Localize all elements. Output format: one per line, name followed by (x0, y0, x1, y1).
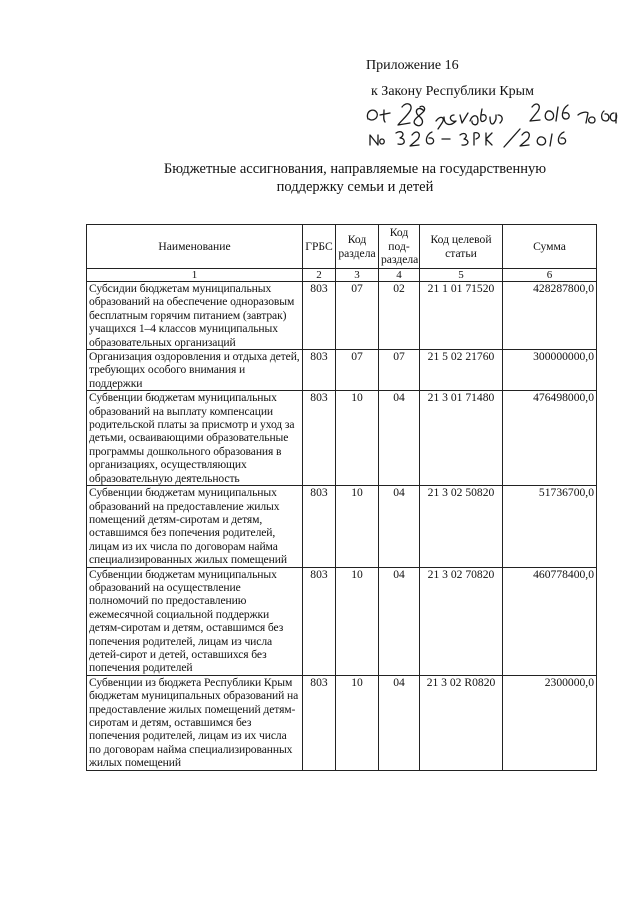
row-razdel: 07 (336, 282, 379, 350)
row-sum: 476498000,0 (503, 391, 597, 486)
row-podrazdel: 04 (379, 486, 420, 567)
row-podrazdel: 04 (379, 675, 420, 770)
row-grbs: 803 (303, 282, 336, 350)
row-razdel: 10 (336, 567, 379, 675)
header-article: Код целевой статьи (420, 225, 503, 269)
row-sum: 2300000,0 (503, 675, 597, 770)
title-line-2: поддержку семьи и детей (276, 179, 434, 195)
row-article: 21 3 02 R0820 (420, 675, 503, 770)
row-grbs: 803 (303, 391, 336, 486)
row-podrazdel: 04 (379, 567, 420, 675)
header-name: Наименование (87, 225, 303, 269)
law-reference: к Закону Республики Крым (371, 84, 534, 99)
document-title (120, 160, 590, 196)
row-name: Субсидии бюджетам муниципальных образований на обеспечение одноразовым бесплатным горячим питанием (завтрак) учащихся 1–4 классов муниципальных образовательных организаций (87, 282, 303, 350)
column-number: 1 (87, 269, 303, 282)
table-row (87, 391, 597, 486)
title-line-1: Бюджетные ассигнования, направляемые на государственную (163, 161, 547, 177)
row-grbs: 803 (303, 567, 336, 675)
header-grbs: ГРБС (303, 225, 336, 269)
row-name: Субвенции бюджетам муниципальных образований на выплату компенсации родительской платы за присмотр и уход за детьми, осваивающими образовательные программы дошкольного образования в организациях, осуществляющих образовательную деятельность (87, 391, 303, 486)
row-sum: 428287800,0 (503, 282, 597, 350)
header-razdel: Код раздела (336, 225, 379, 269)
column-number: 3 (336, 269, 379, 282)
budget-table (86, 224, 597, 771)
row-article: 21 3 02 70820 (420, 567, 503, 675)
row-article: 21 3 01 71480 (420, 391, 503, 486)
row-article: 21 3 02 50820 (420, 486, 503, 567)
table-row (87, 675, 597, 770)
table-row (87, 486, 597, 567)
row-name: Субвенции бюджетам муниципальных образований на осуществление полномочий по предоставлению ежемесячной социальной поддержки детям-сиротам и детям, оставшимся без попечения родителей, лицам из числа детей-сирот и детей, оставшихся без попечения родителей (87, 567, 303, 675)
column-number: 4 (379, 269, 420, 282)
table-row (87, 350, 597, 391)
handwritten-signature-date (364, 97, 636, 155)
header-podrazdel: Код под-раздела (379, 225, 420, 269)
header-sum: Сумма (503, 225, 597, 269)
row-article: 21 1 01 71520 (420, 282, 503, 350)
row-article: 21 5 02 21760 (420, 350, 503, 391)
row-sum: 51736700,0 (503, 486, 597, 567)
column-number: 5 (420, 269, 503, 282)
row-podrazdel: 07 (379, 350, 420, 391)
row-podrazdel: 02 (379, 282, 420, 350)
row-grbs: 803 (303, 675, 336, 770)
table-header-row (87, 225, 597, 269)
table-row (87, 282, 597, 350)
column-number: 2 (303, 269, 336, 282)
row-podrazdel: 04 (379, 391, 420, 486)
row-name: Субвенции бюджетам муниципальных образований на предоставление жилых помещений детям-сиротам и детям, оставшимся без попечения родителей, лицам из их числа по договорам найма специализированных жилых помещений (87, 486, 303, 567)
row-name: Субвенции из бюджета Республики Крым бюджетам муниципальных образований на предоставление жилых помещений детям-сиротам и детям, оставшимся без попечения родителей, лицам из их числа по договорам найма специализированных жилых помещений (87, 675, 303, 770)
row-name: Организация оздоровления и отдыха детей, требующих особого внимания и поддержки (87, 350, 303, 391)
row-razdel: 10 (336, 675, 379, 770)
row-sum: 460778400,0 (503, 567, 597, 675)
row-grbs: 803 (303, 350, 336, 391)
column-number: 6 (503, 269, 597, 282)
row-sum: 300000000,0 (503, 350, 597, 391)
row-grbs: 803 (303, 486, 336, 567)
row-razdel: 10 (336, 391, 379, 486)
row-razdel: 10 (336, 486, 379, 567)
appendix-label: Приложение 16 (366, 58, 459, 73)
column-number-row (87, 269, 597, 282)
row-razdel: 07 (336, 350, 379, 391)
table-row (87, 567, 597, 675)
